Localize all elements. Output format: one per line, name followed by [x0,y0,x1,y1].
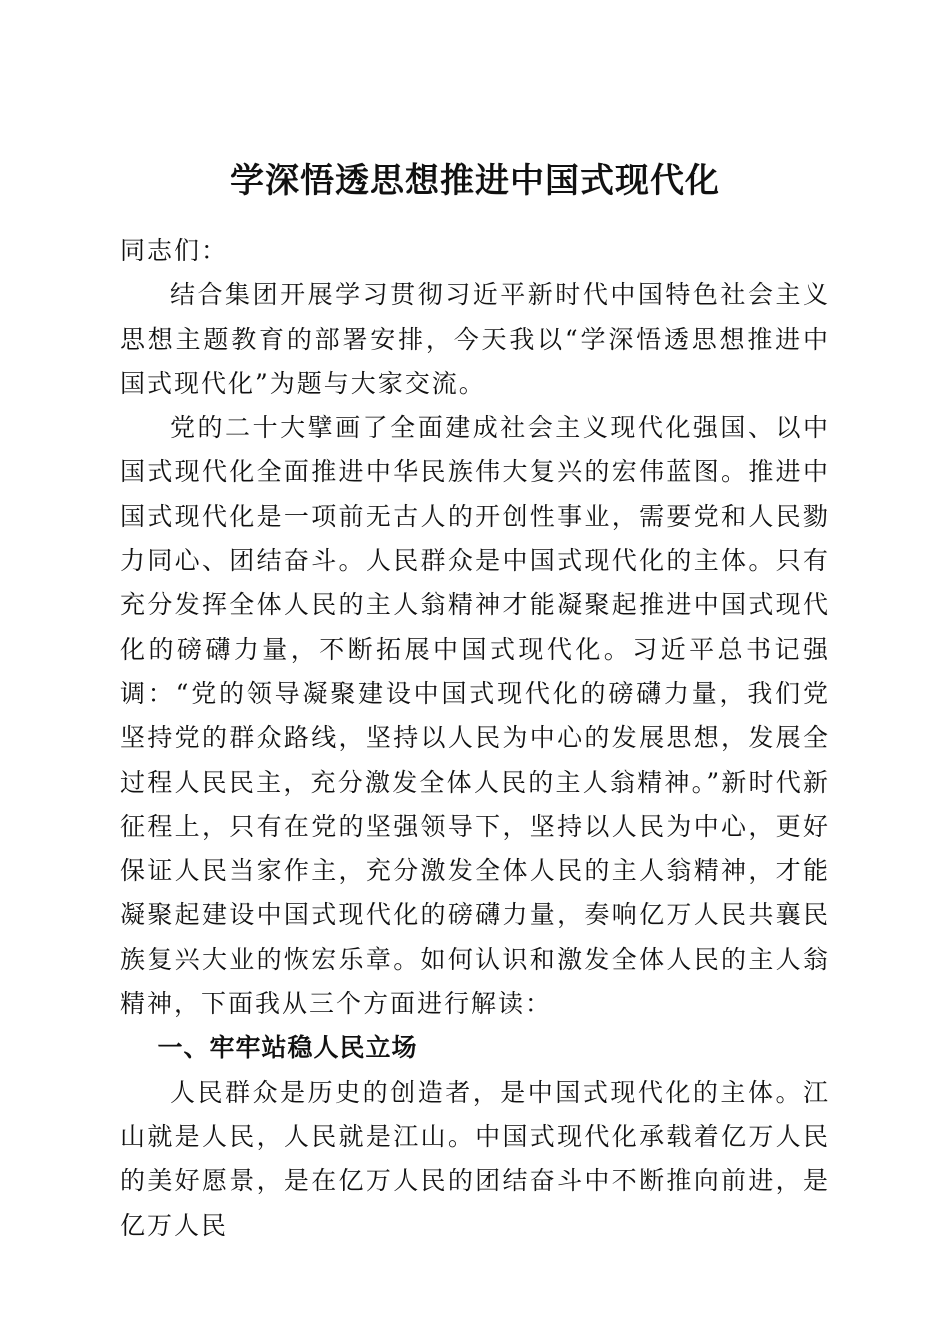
paragraph-intro: 结合集团开展学习贯彻习近平新时代中国特色社会主义思想主题教育的部署安排，今天我以“学深悟透思想推进中国式现代化”为题与大家交流。 [120,280,830,398]
section-heading: 一、牢牢站稳人民立场 [157,1033,418,1063]
page-title: 学深悟透思想推进中国式现代化 [230,160,720,201]
paragraph-main: 党的二十大擘画了全面建成社会主义现代化强国、以中国式现代化全面推进中华民族伟大复兴的宏伟蓝图。推进中国式现代化是一项前无古人的开创性事业，需要党和人民勠力同心、团结奋斗。人民群众是中国式现代化的主体。只有充分发挥全体人民的主人翁精神才能凝聚起推进中国式现代化的磅礴力量，不断拓展中国式现代化。习近平总书记强调：“党的领导凝聚建设中国式现代化的磅礴力量，我们党坚持党的群众路线，坚持以人民为中心的发展思想，发展全过程人民民主，充分激发全体人民的主人翁精神。”新时代新征程上，只有在党的坚强领导下，坚持以人民为中心，更好保证人民当家作主，充分激发全体人民的主人翁精神，才能凝聚起建设中国式现代化的磅礴力量，奏响亿万人民共襄民族复兴大业的恢宏乐章。如何认识和激发全体人民的主人翁精神，下面我从三个方面进行解读： [120,413,830,1019]
paragraph-section-one: 人民群众是历史的创造者，是中国式现代化的主体。江山就是人民，人民就是江山。中国式现代化承载着亿万人民的美好愿景，是在亿万人民的团结奋斗中不断推向前进，是亿万人民 [120,1077,830,1240]
salutation: 同志们： [120,236,229,265]
document-body [120,229,830,1248]
